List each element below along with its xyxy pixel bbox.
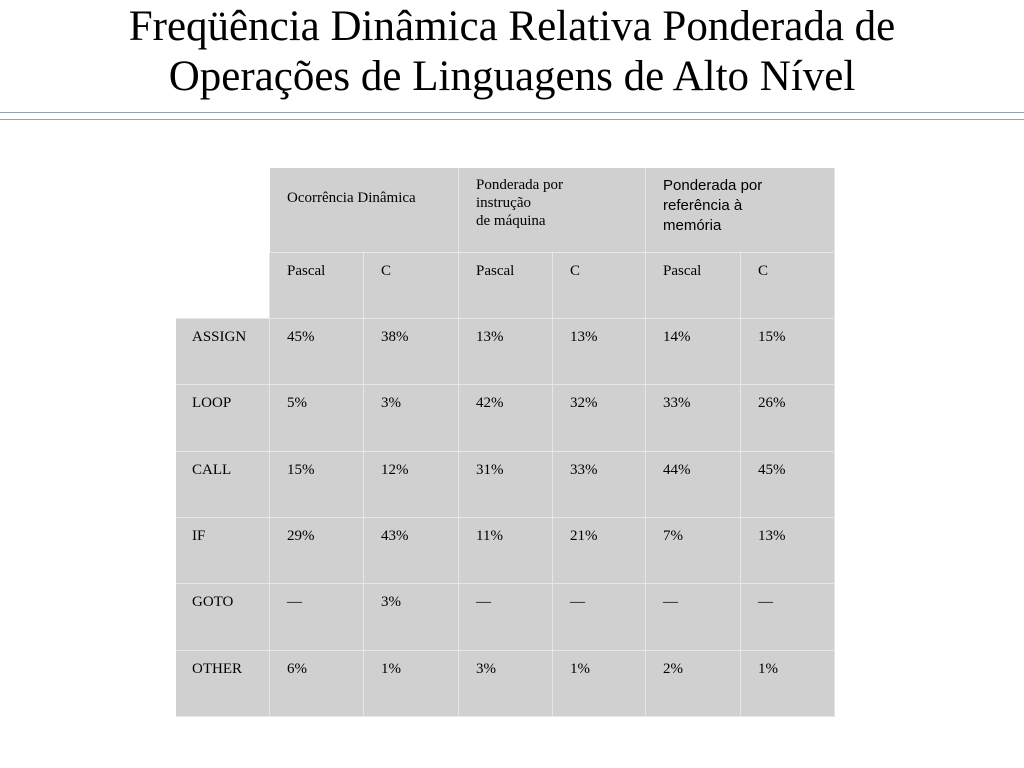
group-header-2: Ponderada por instrução de máquina <box>459 168 646 253</box>
table-cell: 7% <box>646 518 741 584</box>
table-cell: 32% <box>553 385 646 452</box>
row-label-loop: LOOP <box>176 385 270 452</box>
table-cell: 2% <box>646 651 741 717</box>
group-header-3: Ponderada por referência à memória <box>646 168 835 253</box>
table-cell: 1% <box>364 651 459 717</box>
subheader-6: C <box>741 253 835 319</box>
title-divider-bottom <box>0 119 1024 120</box>
table-cell: — <box>646 584 741 651</box>
table-cell: 38% <box>364 319 459 385</box>
title-line-2: Operações de Linguagens de Alto Nível <box>168 53 856 100</box>
table-cell: 12% <box>364 452 459 518</box>
row-label-goto: GOTO <box>176 584 270 651</box>
table-cell: 13% <box>459 319 553 385</box>
table-cell: 45% <box>741 452 835 518</box>
table-cell: 3% <box>364 385 459 452</box>
table-cell: 3% <box>459 651 553 717</box>
row-label-call: CALL <box>176 452 270 518</box>
table-cell: 45% <box>270 319 364 385</box>
title-divider-top <box>0 112 1024 113</box>
table-cell: 13% <box>741 518 835 584</box>
table-cell: 15% <box>270 452 364 518</box>
row-label-if: IF <box>176 518 270 584</box>
subheader-3: Pascal <box>459 253 553 319</box>
table-cell: 3% <box>364 584 459 651</box>
table-cell: — <box>270 584 364 651</box>
subheader-4: C <box>553 253 646 319</box>
table-cell: 11% <box>459 518 553 584</box>
table-cell: 21% <box>553 518 646 584</box>
table-cell: — <box>459 584 553 651</box>
table-cell: 43% <box>364 518 459 584</box>
table-cell: 42% <box>459 385 553 452</box>
title-line-1: Freqüência Dinâmica Relativa Ponderada de <box>128 3 896 50</box>
table-cell: 1% <box>741 651 835 717</box>
table-cell: 33% <box>646 385 741 452</box>
table-cell: 44% <box>646 452 741 518</box>
table-cell: — <box>741 584 835 651</box>
subheader-2: C <box>364 253 459 319</box>
row-label-other: OTHER <box>176 651 270 717</box>
table-cell: 1% <box>553 651 646 717</box>
table-cell: 26% <box>741 385 835 452</box>
table-cell: 29% <box>270 518 364 584</box>
table-cell: 31% <box>459 452 553 518</box>
corner-cell <box>176 253 270 319</box>
table-cell: 14% <box>646 319 741 385</box>
table-cell: 33% <box>553 452 646 518</box>
slide-title <box>0 2 1024 102</box>
subheader-5: Pascal <box>646 253 741 319</box>
row-label-assign: ASSIGN <box>176 319 270 385</box>
group-header-1: Ocorrência Dinâmica <box>270 168 459 253</box>
table-cell: 13% <box>553 319 646 385</box>
table-cell: 6% <box>270 651 364 717</box>
subheader-1: Pascal <box>270 253 364 319</box>
table-cell: 5% <box>270 385 364 452</box>
table-cell: 15% <box>741 319 835 385</box>
table-cell: — <box>553 584 646 651</box>
